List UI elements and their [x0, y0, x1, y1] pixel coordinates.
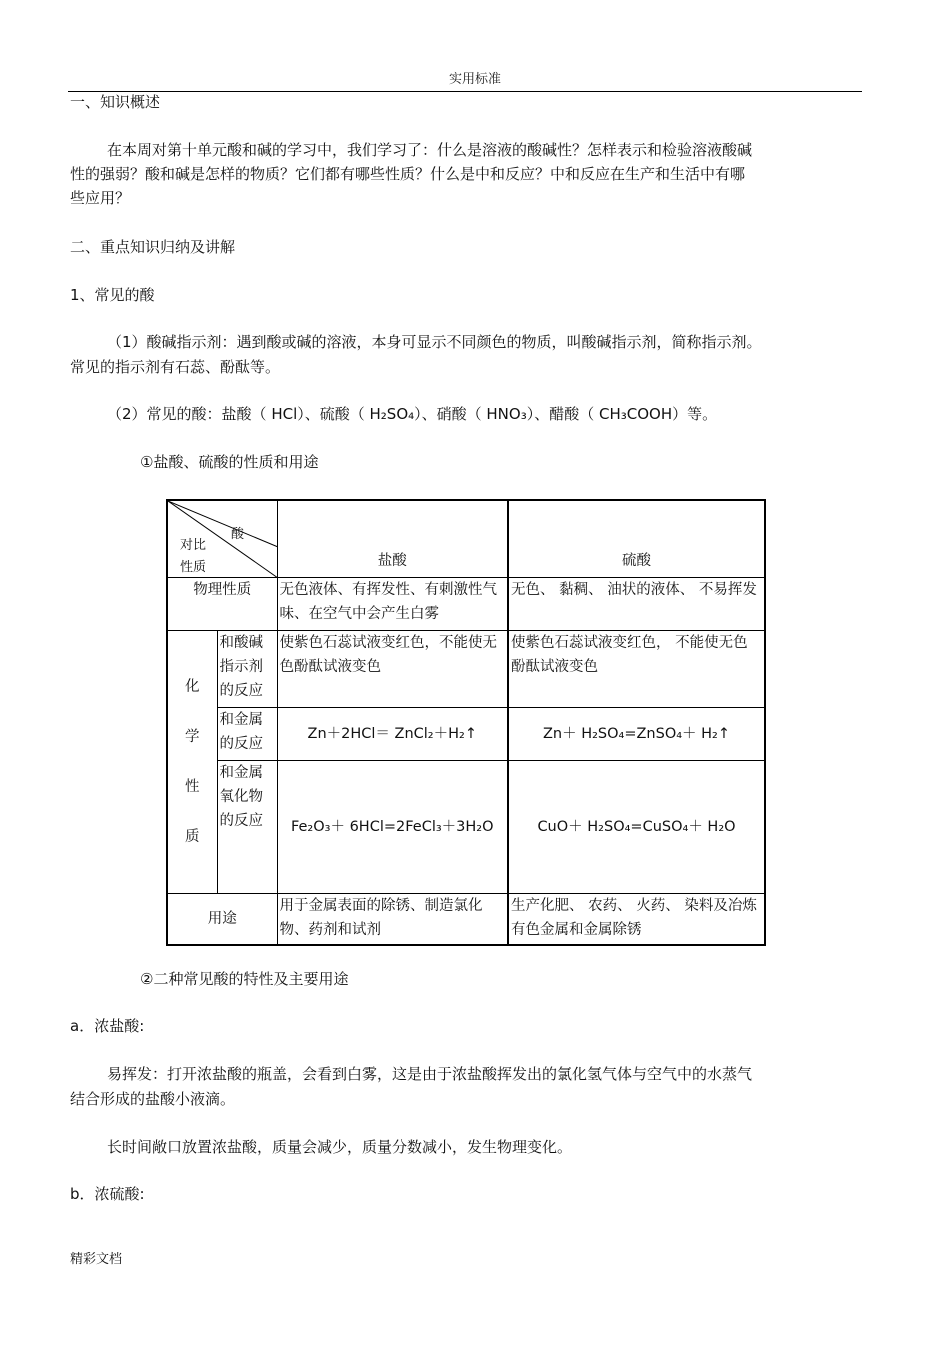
page-header: 实用标准 — [448, 72, 501, 87]
row-label-use: 用途 — [167, 893, 277, 945]
section-2-title: 二、重点知识归纳及讲解 — [70, 238, 236, 256]
indicator-line-1: （1）酸碱指示剂：遇到酸或碱的溶液，本身可显示不同颜色的物质，叫酸碱指示剂，简称指示剂。 — [107, 333, 762, 351]
conc-hcl-line-2: 结合形成的盐酸小液滴。 — [70, 1090, 236, 1108]
row-label-metal: 和金属的反应 — [217, 707, 277, 760]
intro-line-1: 在本周对第十单元酸和碱的学习中，我们学习了：什么是溶液的酸碱性？怎样表示和检验溶液酸碱 — [107, 141, 753, 159]
chem-char-3: 性 — [185, 778, 200, 795]
metal-oxide-h2so4: CuO＋ H₂SO₄=CuSO₄＋ H₂O — [508, 760, 765, 893]
subsection-common-acids: 1、常见的酸 — [70, 286, 155, 304]
intro-line-3: 些应用？ — [70, 189, 131, 207]
indicator-line-2: 常见的指示剂有石蕊、酚酞等。 — [70, 358, 281, 376]
common-acids-line: （2）常见的酸：盐酸（ HCl）、硫酸（ H₂SO₄）、硝酸（ HNO₃）、醋酸（ CH₃COOH）等。 — [107, 405, 718, 423]
use-hcl: 用于金属表面的除锈、制造氯化物、药剂和试剂 — [277, 893, 508, 945]
chem-char-2: 学 — [185, 728, 200, 745]
table-corner-cell — [167, 500, 277, 577]
header-rule — [68, 91, 862, 92]
chemical-properties-label — [167, 630, 217, 893]
conc-h2so4-title: b．浓硫酸: — [70, 1185, 145, 1203]
table-caption: ①盐酸、硫酸的性质和用途 — [140, 453, 319, 471]
corner-label-compare: 对比 — [180, 538, 207, 553]
metal-hcl: Zn＋2HCl＝ ZnCl₂＋H₂↑ — [277, 707, 508, 760]
intro-line-2: 性的强弱？酸和碱是怎样的物质？它们都有哪些性质？什么是中和反应？中和反应在生产和生活中有哪 — [70, 165, 746, 183]
header-hcl: 盐酸 — [277, 500, 508, 577]
physical-h2so4: 无色、 黏稠、 油状的液体、 不易挥发 — [508, 577, 765, 630]
use-h2so4: 生产化肥、 农药、 火药、 染料及冶炼有色金属和金属除锈 — [508, 893, 765, 945]
chem-char-1: 化 — [185, 678, 200, 695]
row-label-metal-oxide: 和金属氧化物的反应 — [217, 760, 277, 893]
header-h2so4: 硫酸 — [508, 500, 765, 577]
corner-label-property: 性质 — [180, 560, 207, 575]
section-1-title: 一、知识概述 — [70, 93, 161, 111]
corner-label-acid: 酸 — [231, 527, 245, 542]
conc-hcl-line-1: 易挥发：打开浓盐酸的瓶盖，会看到白雾，这是由于浓盐酸挥发出的氯化氢气体与空气中的水蒸气 — [107, 1065, 753, 1083]
conc-hcl-title: a．浓盐酸: — [70, 1017, 145, 1035]
indicator-h2so4: 使紫色石蕊试液变红色， 不能使无色酚酞试液变色 — [508, 630, 765, 707]
metal-h2so4: Zn＋ H₂SO₄=ZnSO₄＋ H₂↑ — [508, 707, 765, 760]
row-label-physical: 物理性质 — [167, 577, 277, 630]
conc-hcl-line-3: 长时间敞口放置浓盐酸，质量会减少，质量分数减小，发生物理变化。 — [107, 1138, 573, 1156]
special-properties-title: ②二种常见酸的特性及主要用途 — [140, 970, 349, 988]
chem-char-4: 质 — [185, 828, 200, 845]
physical-hcl: 无色液体、有挥发性、有刺激性气味、在空气中会产生白雾 — [277, 577, 508, 630]
page-footer: 精彩文档 — [70, 1252, 123, 1267]
metal-oxide-hcl: Fe₂O₃＋ 6HCl=2FeCl₃＋3H₂O — [277, 760, 508, 893]
row-label-indicator: 和酸碱指示剂的反应 — [217, 630, 277, 707]
acid-properties-table — [166, 499, 766, 946]
indicator-hcl: 使紫色石蕊试液变红色，不能使无色酚酞试液变色 — [277, 630, 508, 707]
